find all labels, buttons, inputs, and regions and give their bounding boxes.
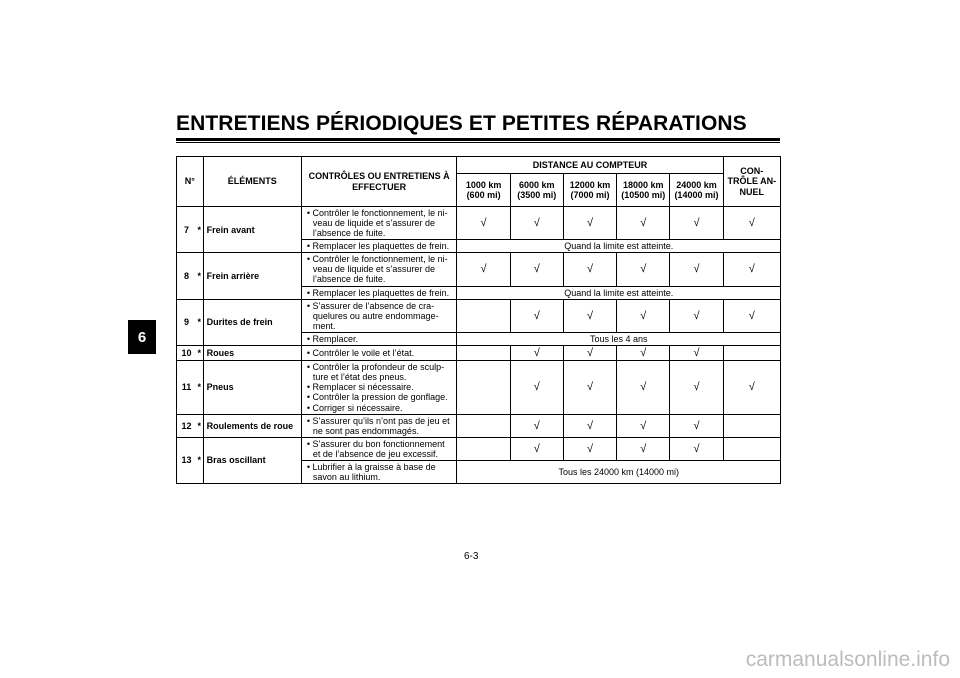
- interval-check: √: [617, 361, 670, 414]
- interval-check: √: [617, 207, 670, 240]
- header-no: N°: [177, 157, 204, 207]
- header-interval: [457, 174, 510, 207]
- interval-check: √: [510, 207, 563, 240]
- annual-check: √: [723, 207, 780, 240]
- page-title: ENTRETIENS PÉRIODIQUES ET PETITES RÉPARATIONS: [176, 112, 747, 135]
- table-row: [177, 207, 781, 240]
- interval-check: √: [510, 345, 563, 360]
- interval-check: √: [510, 414, 563, 437]
- interval-check: [457, 299, 510, 332]
- header-elements: ÉLÉMENTS: [203, 157, 301, 207]
- item-number: 11: [177, 361, 196, 414]
- item-checks: [301, 460, 457, 483]
- interval-km: 6000 km: [519, 179, 555, 190]
- interval-km: 12000 km: [569, 179, 611, 190]
- annual-check: [723, 345, 780, 360]
- interval-check: √: [457, 253, 510, 286]
- item-element: Pneus: [203, 361, 301, 414]
- item-star: *: [196, 437, 203, 483]
- item-star: *: [196, 361, 203, 414]
- annual-check: [723, 437, 780, 460]
- header-interval: [617, 174, 670, 207]
- interval-check: √: [563, 345, 616, 360]
- item-element: Frein arrière: [203, 253, 301, 299]
- item-star: *: [196, 253, 203, 299]
- header-interval: [510, 174, 563, 207]
- interval-note: Quand la limite est atteinte.: [457, 240, 781, 253]
- item-checks: [301, 253, 457, 286]
- table-row: [177, 437, 781, 460]
- interval-km: 18000 km: [622, 179, 664, 190]
- interval-check: √: [563, 361, 616, 414]
- interval-check: √: [457, 207, 510, 240]
- check-item: • S’assurer de l’absence de cra- quelures ou autre endommage- ment.: [305, 301, 454, 331]
- item-star: *: [196, 299, 203, 345]
- interval-note: Quand la limite est atteinte.: [457, 286, 781, 299]
- interval-check: √: [510, 361, 563, 414]
- interval-km: 1000 km: [465, 179, 502, 190]
- item-number: 10: [177, 345, 196, 360]
- interval-check: √: [617, 414, 670, 437]
- item-star: *: [196, 345, 203, 360]
- interval-check: √: [563, 207, 616, 240]
- header-interval: [563, 174, 616, 207]
- interval-check: [457, 361, 510, 414]
- interval-note: Tous les 4 ans: [457, 332, 781, 345]
- title-rule-thin: [176, 142, 780, 143]
- check-item: • Remplacer les plaquettes de frein.: [305, 288, 454, 298]
- item-number: 7: [177, 207, 196, 253]
- annual-check: [723, 414, 780, 437]
- check-item: • S’assurer qu’ils n’ont pas de jeu et ne sont pas endommagés.: [305, 416, 454, 436]
- table-row: [177, 299, 781, 332]
- item-element: Durites de frein: [203, 299, 301, 345]
- interval-check: √: [670, 299, 723, 332]
- interval-check: [457, 345, 510, 360]
- table-row: [177, 345, 781, 360]
- interval-check: √: [617, 437, 670, 460]
- item-element: Frein avant: [203, 207, 301, 253]
- check-item: • Remplacer.: [305, 334, 454, 344]
- annual-check: √: [723, 299, 780, 332]
- item-checks: [301, 332, 457, 345]
- item-element: Roues: [203, 345, 301, 360]
- check-item: • Contrôler le voile et l’état.: [305, 348, 454, 358]
- item-element: Bras oscillant: [203, 437, 301, 483]
- check-item: • Remplacer les plaquettes de frein.: [305, 241, 454, 251]
- interval-check: √: [563, 253, 616, 286]
- item-number: 12: [177, 414, 196, 437]
- item-element: Roulements de roue: [203, 414, 301, 437]
- annual-check: √: [723, 361, 780, 414]
- interval-km: 24000 km: [676, 179, 717, 190]
- interval-mi: (14000 mi): [674, 190, 719, 200]
- interval-check: √: [617, 253, 670, 286]
- interval-check: √: [670, 414, 723, 437]
- annual-check: √: [723, 253, 780, 286]
- interval-check: √: [563, 414, 616, 437]
- check-item: • Contrôler le fonctionnement, le ni- veau de liquide et s’assurer de l’absence de fuite.: [305, 254, 454, 284]
- item-checks: [301, 299, 457, 332]
- check-item: • S’assurer du bon fonctionnement et de l’absence de jeu excessif.: [305, 439, 454, 459]
- interval-mi: (7000 mi): [570, 190, 610, 200]
- table-row: [177, 361, 781, 414]
- item-number: 13: [177, 437, 196, 483]
- item-number: 9: [177, 299, 196, 345]
- interval-check: √: [670, 345, 723, 360]
- table-row: [177, 253, 781, 286]
- item-checks: [301, 345, 457, 360]
- item-checks: [301, 361, 457, 414]
- interval-check: √: [563, 299, 616, 332]
- interval-check: √: [617, 345, 670, 360]
- item-number: 8: [177, 253, 196, 299]
- interval-check: √: [670, 207, 723, 240]
- item-checks: [301, 240, 457, 253]
- interval-check: [457, 437, 510, 460]
- item-checks: [301, 414, 457, 437]
- interval-check: [457, 414, 510, 437]
- chapter-tab: 6: [128, 320, 156, 354]
- header-interval: [670, 174, 723, 207]
- check-item: • Contrôler le fonctionnement, le ni- veau de liquide et s’assurer de l’absence de fuite.: [305, 208, 454, 238]
- check-item: • Contrôler la profondeur de sculp- ture et l’état des pneus.: [305, 362, 454, 382]
- item-star: *: [196, 414, 203, 437]
- interval-check: √: [670, 437, 723, 460]
- check-item: • Remplacer si nécessaire.: [305, 382, 454, 392]
- interval-check: √: [670, 361, 723, 414]
- header-annual: CON- TRÔLE AN- NUEL: [723, 157, 780, 207]
- maintenance-table: [176, 156, 781, 484]
- check-item: • Contrôler la pression de gonflage.: [305, 392, 454, 402]
- header-checks: CONTRÔLES OU ENTRETIENS À EFFECTUER: [301, 157, 457, 207]
- header-distance: DISTANCE AU COMPTEUR: [457, 157, 723, 174]
- interval-mi: (600 mi): [466, 190, 501, 200]
- page-number: 6-3: [464, 551, 479, 562]
- interval-mi: (10500 mi): [621, 190, 666, 200]
- item-checks: [301, 207, 457, 240]
- item-checks: [301, 286, 457, 299]
- table-row: [177, 414, 781, 437]
- interval-check: √: [617, 299, 670, 332]
- check-item: • Lubrifier à la graisse à base de savon au lithium.: [305, 462, 454, 482]
- interval-check: √: [510, 253, 563, 286]
- item-star: *: [196, 207, 203, 253]
- interval-check: √: [510, 437, 563, 460]
- interval-check: √: [510, 299, 563, 332]
- interval-note: Tous les 24000 km (14000 mi): [457, 460, 781, 483]
- interval-mi: (3500 mi): [517, 190, 557, 200]
- check-item: • Corriger si nécessaire.: [305, 403, 454, 413]
- interval-check: √: [670, 253, 723, 286]
- interval-check: √: [563, 437, 616, 460]
- footer-watermark: carmanualsonline.info: [745, 648, 950, 671]
- item-checks: [301, 437, 457, 460]
- title-rule: [176, 138, 780, 141]
